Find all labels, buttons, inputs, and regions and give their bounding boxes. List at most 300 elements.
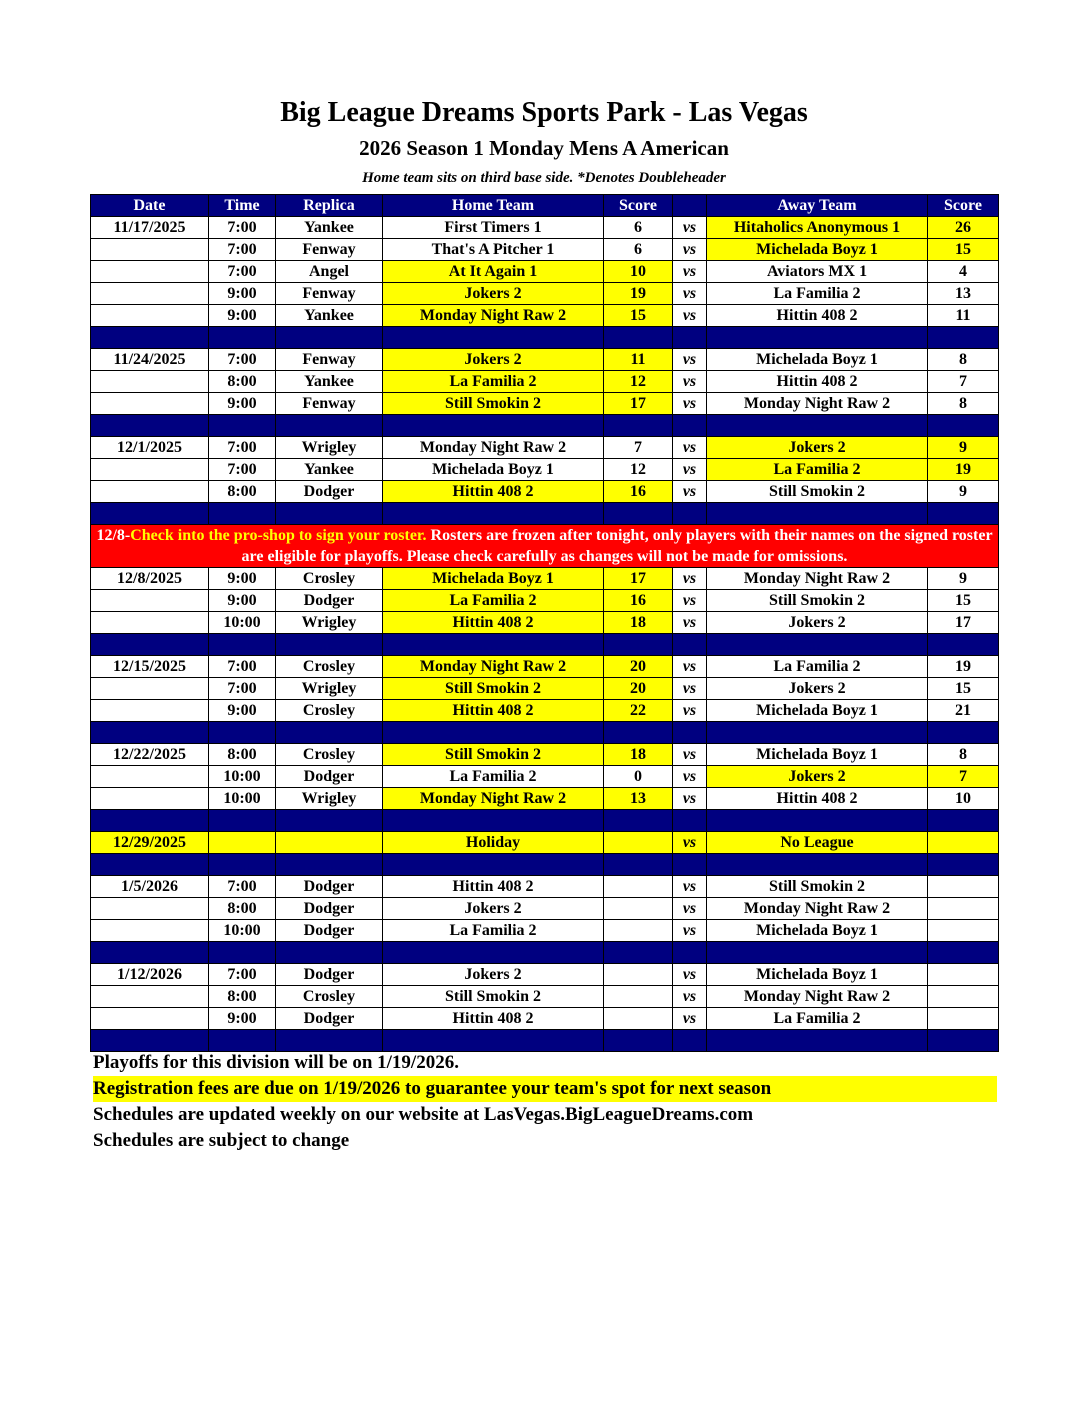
away-score-cell: 8 [928, 349, 999, 371]
separator-cell [604, 854, 673, 876]
home-team-cell: Hittin 408 2 [383, 1008, 604, 1030]
away-team-cell: Michelada Boyz 1 [707, 964, 928, 986]
game-row [91, 481, 999, 503]
away-team-cell: Jokers 2 [707, 678, 928, 700]
vs-cell: vs [673, 964, 707, 986]
home-team-cell: Holiday [383, 832, 604, 854]
separator-cell [91, 415, 209, 437]
date-cell [91, 898, 209, 920]
home-team-cell: Jokers 2 [383, 349, 604, 371]
vs-cell: vs [673, 876, 707, 898]
home-team-cell: Monday Night Raw 2 [383, 788, 604, 810]
away-team-cell: Michelada Boyz 1 [707, 349, 928, 371]
game-row [91, 612, 999, 634]
separator-cell [928, 634, 999, 656]
separator-cell [604, 1030, 673, 1052]
separator-cell [928, 415, 999, 437]
away-score-cell: 15 [928, 239, 999, 261]
time-cell: 8:00 [209, 898, 276, 920]
separator-cell [604, 942, 673, 964]
date-cell: 11/24/2025 [91, 349, 209, 371]
away-team-cell: Michelada Boyz 1 [707, 744, 928, 766]
separator-cell [707, 327, 928, 349]
field-cell: Yankee [276, 217, 383, 239]
separator-cell [928, 854, 999, 876]
week-separator [91, 503, 999, 525]
separator-cell [383, 634, 604, 656]
field-cell: Dodger [276, 590, 383, 612]
page-title: Big League Dreams Sports Park - Las Vegas [280, 97, 808, 128]
separator-cell [209, 1030, 276, 1052]
away-team-cell: Still Smokin 2 [707, 481, 928, 503]
roster-notice [91, 525, 999, 568]
game-row [91, 678, 999, 700]
vs-cell: vs [673, 437, 707, 459]
time-cell: 7:00 [209, 678, 276, 700]
home-score-cell: 17 [604, 568, 673, 590]
separator-cell [673, 854, 707, 876]
home-team-cell: Michelada Boyz 1 [383, 459, 604, 481]
vs-cell: vs [673, 766, 707, 788]
vs-cell: vs [673, 986, 707, 1008]
field-cell: Wrigley [276, 678, 383, 700]
separator-cell [209, 415, 276, 437]
date-cell: 11/17/2025 [91, 217, 209, 239]
vs-cell: vs [673, 481, 707, 503]
vs-cell: vs [673, 656, 707, 678]
home-score-cell: 17 [604, 393, 673, 415]
away-team-cell: Hittin 408 2 [707, 305, 928, 327]
time-cell: 7:00 [209, 964, 276, 986]
time-cell: 8:00 [209, 481, 276, 503]
separator-cell [673, 415, 707, 437]
field-cell: Fenway [276, 283, 383, 305]
game-row [91, 305, 999, 327]
away-score-cell: 4 [928, 261, 999, 283]
game-row [91, 217, 999, 239]
home-score-cell: 10 [604, 261, 673, 283]
separator-cell [707, 503, 928, 525]
game-row [91, 261, 999, 283]
date-cell: 12/8/2025 [91, 568, 209, 590]
field-cell: Crosley [276, 656, 383, 678]
away-score-cell [928, 1008, 999, 1030]
date-cell [91, 700, 209, 722]
date-cell [91, 788, 209, 810]
time-cell: 10:00 [209, 612, 276, 634]
vs-cell: vs [673, 1008, 707, 1030]
separator-cell [383, 810, 604, 832]
away-score-cell [928, 964, 999, 986]
separator-cell [928, 942, 999, 964]
time-cell: 10:00 [209, 766, 276, 788]
separator-cell [928, 1030, 999, 1052]
separator-cell [673, 810, 707, 832]
home-team-cell: Monday Night Raw 2 [383, 656, 604, 678]
home-score-cell: 11 [604, 349, 673, 371]
roster-notice-row [91, 525, 999, 568]
schedule-body [91, 217, 999, 1052]
separator-cell [91, 942, 209, 964]
home-score-cell [604, 986, 673, 1008]
field-cell: Fenway [276, 393, 383, 415]
away-team-cell: Michelada Boyz 1 [707, 239, 928, 261]
col-header-replica: Replica [276, 195, 383, 217]
game-row [91, 568, 999, 590]
away-team-cell: Hittin 408 2 [707, 788, 928, 810]
home-team-cell: Jokers 2 [383, 964, 604, 986]
home-score-cell: 22 [604, 700, 673, 722]
vs-cell: vs [673, 678, 707, 700]
field-cell: Crosley [276, 744, 383, 766]
home-score-cell [604, 898, 673, 920]
game-row [91, 964, 999, 986]
away-score-cell: 21 [928, 700, 999, 722]
home-team-cell: Hittin 408 2 [383, 876, 604, 898]
separator-cell [276, 722, 383, 744]
home-team-cell: Still Smokin 2 [383, 986, 604, 1008]
separator-cell [604, 722, 673, 744]
away-score-cell: 9 [928, 568, 999, 590]
away-team-cell: Michelada Boyz 1 [707, 700, 928, 722]
separator-cell [209, 854, 276, 876]
week-separator [91, 415, 999, 437]
time-cell: 9:00 [209, 283, 276, 305]
date-cell [91, 283, 209, 305]
field-cell: Fenway [276, 349, 383, 371]
away-score-cell: 13 [928, 283, 999, 305]
col-header-date: Date [91, 195, 209, 217]
date-cell [91, 766, 209, 788]
separator-cell [91, 327, 209, 349]
field-cell: Dodger [276, 920, 383, 942]
vs-cell: vs [673, 217, 707, 239]
home-score-cell [604, 1008, 673, 1030]
field-cell: Dodger [276, 766, 383, 788]
time-cell: 8:00 [209, 986, 276, 1008]
home-team-cell: Hittin 408 2 [383, 481, 604, 503]
field-cell: Dodger [276, 876, 383, 898]
game-row [91, 656, 999, 678]
separator-cell [383, 415, 604, 437]
separator-cell [276, 327, 383, 349]
game-row [91, 349, 999, 371]
home-score-cell: 16 [604, 590, 673, 612]
notice-prefix: 12/8- [96, 527, 131, 544]
away-score-cell: 26 [928, 217, 999, 239]
home-score-cell [604, 964, 673, 986]
away-score-cell: 8 [928, 393, 999, 415]
date-cell: 12/1/2025 [91, 437, 209, 459]
field-cell: Dodger [276, 481, 383, 503]
separator-cell [91, 810, 209, 832]
vs-cell: vs [673, 283, 707, 305]
game-row [91, 832, 999, 854]
separator-cell [383, 1030, 604, 1052]
schedule-table [90, 194, 999, 1052]
away-team-cell: Monday Night Raw 2 [707, 986, 928, 1008]
home-team-cell: Michelada Boyz 1 [383, 568, 604, 590]
playoffs-note: Playoffs for this division will be on 1/19/2026. [93, 1052, 459, 1073]
notice-highlight: Check into the pro-shop to sign your roster. [130, 527, 427, 544]
field-cell: Fenway [276, 239, 383, 261]
week-separator [91, 634, 999, 656]
home-score-cell: 6 [604, 217, 673, 239]
field-cell: Wrigley [276, 437, 383, 459]
home-team-cell: That's A Pitcher 1 [383, 239, 604, 261]
field-cell: Dodger [276, 1008, 383, 1030]
home-team-cell: Monday Night Raw 2 [383, 305, 604, 327]
separator-cell [673, 942, 707, 964]
away-score-cell [928, 898, 999, 920]
separator-cell [383, 327, 604, 349]
separator-cell [928, 327, 999, 349]
home-team-cell: Jokers 2 [383, 898, 604, 920]
time-cell: 9:00 [209, 568, 276, 590]
separator-cell [707, 854, 928, 876]
notice-text: Rosters are frozen after tonight, only players with their names on the signed roster are eligible for playoffs. Please check carefully as changes will not be made for omissions. [241, 527, 993, 565]
away-team-cell: Jokers 2 [707, 437, 928, 459]
away-team-cell: Monday Night Raw 2 [707, 393, 928, 415]
date-cell [91, 481, 209, 503]
home-score-cell [604, 920, 673, 942]
separator-cell [673, 503, 707, 525]
away-team-cell: La Familia 2 [707, 656, 928, 678]
home-score-cell: 15 [604, 305, 673, 327]
time-cell: 9:00 [209, 700, 276, 722]
table-header-row [91, 195, 999, 217]
col-header-away-team: Away Team [707, 195, 928, 217]
col-header-vs [673, 195, 707, 217]
home-team-cell: Still Smokin 2 [383, 744, 604, 766]
time-cell: 7:00 [209, 349, 276, 371]
away-team-cell: Monday Night Raw 2 [707, 898, 928, 920]
home-score-cell: 6 [604, 239, 673, 261]
vs-cell: vs [673, 261, 707, 283]
home-score-cell: 0 [604, 766, 673, 788]
home-score-cell: 16 [604, 481, 673, 503]
away-score-cell [928, 876, 999, 898]
time-cell: 7:00 [209, 261, 276, 283]
game-row [91, 766, 999, 788]
vs-cell: vs [673, 700, 707, 722]
game-row [91, 371, 999, 393]
field-cell: Dodger [276, 964, 383, 986]
date-cell [91, 239, 209, 261]
vs-cell: vs [673, 832, 707, 854]
away-score-cell: 7 [928, 371, 999, 393]
home-team-cell: Monday Night Raw 2 [383, 437, 604, 459]
date-cell [91, 678, 209, 700]
away-score-cell: 9 [928, 437, 999, 459]
away-score-cell [928, 832, 999, 854]
separator-cell [91, 722, 209, 744]
separator-cell [383, 722, 604, 744]
date-cell: 12/29/2025 [91, 832, 209, 854]
page-subtitle: 2026 Season 1 Monday Mens A American [359, 136, 729, 160]
field-cell: Wrigley [276, 788, 383, 810]
game-row [91, 1008, 999, 1030]
date-cell: 1/5/2026 [91, 876, 209, 898]
time-cell: 8:00 [209, 371, 276, 393]
home-team-cell: La Familia 2 [383, 590, 604, 612]
col-header-away-score: Score [928, 195, 999, 217]
game-row [91, 920, 999, 942]
field-cell: Yankee [276, 459, 383, 481]
game-row [91, 437, 999, 459]
separator-cell [91, 503, 209, 525]
separator-cell [276, 503, 383, 525]
separator-cell [91, 1030, 209, 1052]
home-team-cell: La Familia 2 [383, 920, 604, 942]
separator-cell [707, 942, 928, 964]
col-header-home-score: Score [604, 195, 673, 217]
home-score-cell: 20 [604, 678, 673, 700]
separator-cell [276, 415, 383, 437]
vs-cell: vs [673, 568, 707, 590]
separator-cell [928, 810, 999, 832]
date-cell [91, 459, 209, 481]
game-row [91, 459, 999, 481]
home-score-cell [604, 876, 673, 898]
game-row [91, 876, 999, 898]
date-cell [91, 612, 209, 634]
home-score-cell: 20 [604, 656, 673, 678]
home-team-cell: Hittin 408 2 [383, 700, 604, 722]
game-row [91, 788, 999, 810]
field-cell [276, 832, 383, 854]
vs-cell: vs [673, 371, 707, 393]
away-team-cell: La Familia 2 [707, 459, 928, 481]
game-row [91, 393, 999, 415]
separator-cell [91, 634, 209, 656]
separator-cell [604, 327, 673, 349]
vs-cell: vs [673, 788, 707, 810]
vs-cell: vs [673, 349, 707, 371]
field-cell: Wrigley [276, 612, 383, 634]
time-cell: 10:00 [209, 920, 276, 942]
away-team-cell: Jokers 2 [707, 766, 928, 788]
date-cell [91, 371, 209, 393]
separator-cell [604, 415, 673, 437]
vs-cell: vs [673, 920, 707, 942]
field-cell: Crosley [276, 568, 383, 590]
separator-cell [604, 503, 673, 525]
game-row [91, 283, 999, 305]
time-cell: 7:00 [209, 217, 276, 239]
game-row [91, 986, 999, 1008]
separator-cell [383, 854, 604, 876]
time-cell: 7:00 [209, 459, 276, 481]
date-cell: 1/12/2026 [91, 964, 209, 986]
home-score-cell: 13 [604, 788, 673, 810]
home-team-cell: Still Smokin 2 [383, 393, 604, 415]
away-team-cell: Still Smokin 2 [707, 590, 928, 612]
separator-cell [707, 722, 928, 744]
separator-cell [209, 722, 276, 744]
separator-cell [673, 634, 707, 656]
separator-cell [276, 634, 383, 656]
date-cell [91, 305, 209, 327]
home-score-cell: 18 [604, 612, 673, 634]
away-team-cell: No League [707, 832, 928, 854]
time-cell: 9:00 [209, 305, 276, 327]
home-team-cell: La Familia 2 [383, 766, 604, 788]
separator-cell [707, 810, 928, 832]
separator-cell [383, 942, 604, 964]
time-cell: 7:00 [209, 239, 276, 261]
schedule-note: Home team sits on third base side. *Denotes Doubleheader [362, 170, 726, 186]
home-team-cell: At It Again 1 [383, 261, 604, 283]
vs-cell: vs [673, 612, 707, 634]
away-team-cell: La Familia 2 [707, 1008, 928, 1030]
date-cell: 12/22/2025 [91, 744, 209, 766]
date-cell [91, 1008, 209, 1030]
away-score-cell: 11 [928, 305, 999, 327]
field-cell: Yankee [276, 371, 383, 393]
date-cell [91, 393, 209, 415]
separator-cell [276, 1030, 383, 1052]
separator-cell [276, 854, 383, 876]
away-score-cell: 15 [928, 678, 999, 700]
away-score-cell: 10 [928, 788, 999, 810]
separator-cell [604, 810, 673, 832]
vs-cell: vs [673, 239, 707, 261]
time-cell: 10:00 [209, 788, 276, 810]
away-team-cell: Still Smokin 2 [707, 876, 928, 898]
separator-cell [276, 810, 383, 832]
vs-cell: vs [673, 305, 707, 327]
vs-cell: vs [673, 590, 707, 612]
field-cell: Crosley [276, 986, 383, 1008]
separator-cell [209, 327, 276, 349]
col-header-home-team: Home Team [383, 195, 604, 217]
away-score-cell: 19 [928, 656, 999, 678]
field-cell: Dodger [276, 898, 383, 920]
vs-cell: vs [673, 393, 707, 415]
time-cell: 9:00 [209, 393, 276, 415]
separator-cell [209, 810, 276, 832]
separator-cell [928, 722, 999, 744]
registration-note: Registration fees are due on 1/19/2026 to guarantee your team's spot for next season [93, 1076, 997, 1102]
separator-cell [673, 327, 707, 349]
time-cell: 9:00 [209, 1008, 276, 1030]
separator-cell [209, 503, 276, 525]
field-cell: Crosley [276, 700, 383, 722]
home-score-cell: 19 [604, 283, 673, 305]
away-score-cell: 8 [928, 744, 999, 766]
field-cell: Angel [276, 261, 383, 283]
away-team-cell: Hittin 408 2 [707, 371, 928, 393]
away-team-cell: La Familia 2 [707, 283, 928, 305]
game-row [91, 590, 999, 612]
website-note: Schedules are updated weekly on our website at LasVegas.BigLeagueDreams.com [93, 1104, 754, 1125]
game-row [91, 239, 999, 261]
vs-cell: vs [673, 744, 707, 766]
week-separator [91, 810, 999, 832]
home-score-cell: 18 [604, 744, 673, 766]
home-score-cell: 7 [604, 437, 673, 459]
separator-cell [707, 1030, 928, 1052]
away-team-cell: Hitaholics Anonymous 1 [707, 217, 928, 239]
separator-cell [209, 942, 276, 964]
col-header-time: Time [209, 195, 276, 217]
home-team-cell: Hittin 408 2 [383, 612, 604, 634]
time-cell: 7:00 [209, 876, 276, 898]
game-row [91, 700, 999, 722]
away-score-cell: 7 [928, 766, 999, 788]
date-cell [91, 261, 209, 283]
